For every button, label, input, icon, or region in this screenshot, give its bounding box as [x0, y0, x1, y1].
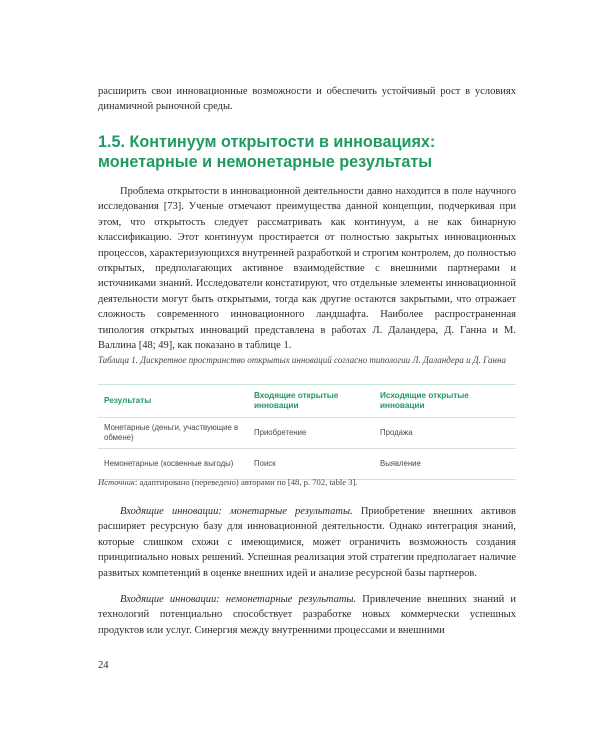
section-title-line2: монетарные и немонетарные результаты [98, 153, 433, 171]
intro-paragraph [98, 84, 516, 115]
intro-text: расширить свои инновационные возможности и обеспечить устойчивый рост в условиях динамичной рыночной среды. [98, 86, 516, 113]
table-cell: Выявление [374, 449, 516, 480]
table-caption-label: Таблица 1. [98, 355, 139, 365]
table-cell: Поиск [248, 449, 374, 480]
typology-table [98, 384, 516, 480]
paragraph-2 [98, 504, 516, 581]
paragraph-3 [98, 592, 516, 638]
table-row [98, 418, 516, 449]
table-header-row [98, 385, 516, 418]
table-header-cell: Входящие открытые инновации [248, 385, 374, 418]
source-label: Источник [98, 477, 135, 487]
table-header-cell: Исходящие открытые инновации [374, 385, 516, 418]
paragraph-1 [98, 184, 516, 353]
table-cell: Продажа [374, 418, 516, 449]
table-cell: Монетарные (деньги, участвующие в обмене) [98, 418, 248, 449]
section-title-line1: 1.5. Континуум открытости в инновациях: [98, 133, 436, 151]
table-cell: Немонетарные (косвенные выгоды) [98, 449, 248, 480]
table-row [98, 449, 516, 480]
table-header-cell: Результаты [98, 385, 248, 418]
table-caption-text: Дискретное пространство открытых инноваций согласно типологии Л. Даландера и Д. Ганна [138, 355, 506, 365]
source-text: : адаптировано (переведено) авторами по [48, p. 702, table 3]. [134, 477, 358, 487]
table-caption [98, 354, 516, 367]
table-1 [98, 384, 516, 480]
paragraph-1-text: Проблема открытости в инновационной деятельности давно находится в поле научного исследования [73]. Ученые отмечают преимущества данной концепции, подчеркивая при этом, что открытость следует рассматривать как континуум, а не как бинарную классификацию. Этот континуум простирается от полностью закрытых инновационных процессов, характеризующихся внутренней разработкой и строгим контролем, до полностью открытых, предполагающих активное взаимодействие с внешними партнерами и источниками знаний. Исследователи констатируют, что отдельные элементы инновационной деятельности могут быть открытыми, тогда как другие остаются закрытыми, что отражает сложность современного инновационного ландшафта. Наиболее распространенная типология открытых инноваций представлена в работах Л. Даландера, Д. Ганна и М. Валлина [48; 49], как показано в таблице 1. [98, 186, 516, 352]
paragraph-3-lead: Входящие инновации: немонетарные результаты. [120, 594, 357, 605]
section-heading [98, 132, 516, 172]
page-number: 24 [98, 660, 109, 671]
paragraph-3-text: Привлечение внешних знаний и технологий потенциально способствует разработке новых коммерчески успешных продуктов или услуг. Синергия между внутренними процессами и внешними [98, 594, 516, 636]
table-source [98, 476, 516, 488]
table-cell: Приобретение [248, 418, 374, 449]
paragraph-2-text: Приобретение внешних активов расширяет ресурсную базу для инновационной деятельности. Однако интеграция знаний, которые слишком схожи с имеющимися, может ограничить возможность создания принципиально новых решений. Успешная реализация этой стратегии предполагает наличие развитых компетенций в оценке внешних идей и анализе ресурсной базы партнеров. [98, 506, 516, 579]
paragraph-2-lead: Входящие инновации: монетарные результаты. [120, 506, 353, 517]
